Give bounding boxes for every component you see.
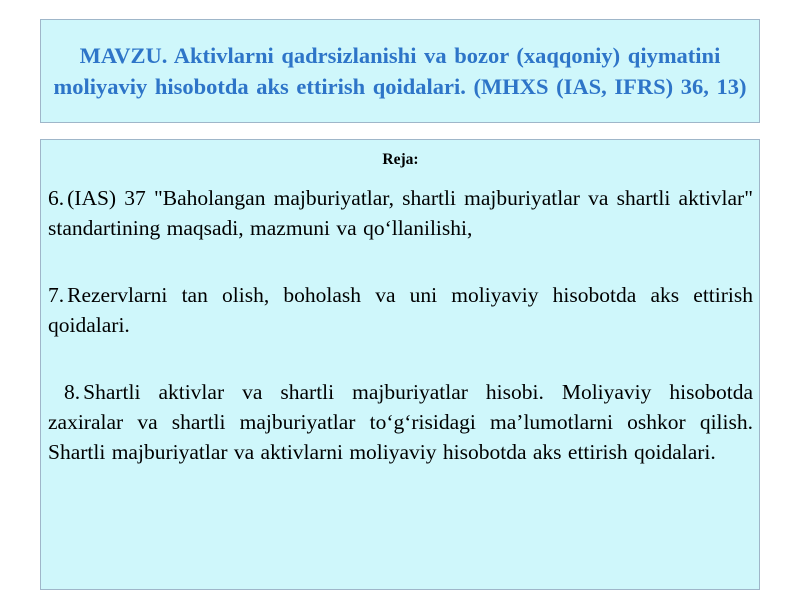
content-box xyxy=(40,139,760,590)
plan-item-text: Rezervlarni tan olish, boholash va uni moliyaviy hisobotda aks ettirish qoidalari. xyxy=(48,283,753,337)
plan-item xyxy=(48,280,753,340)
plan-item-number: 6. xyxy=(48,186,65,210)
plan-item-number: 7. xyxy=(48,283,65,307)
title-box xyxy=(40,19,760,123)
plan-heading: Reja: xyxy=(382,151,419,168)
plan-item-text: (IAS) 37 "Baholangan majburiyatlar, shartli majburiyatlar va shartli aktivlar" standartining maqsadi, mazmuni va qo‘llanilishi, xyxy=(48,186,753,240)
plan-item-number: 8. xyxy=(64,380,81,404)
plan-item xyxy=(48,377,753,467)
plan-item-text: Shartli aktivlar va shartli majburiyatlar hisobi. Moliyaviy hisobotda zaxiralar va shartli majburiyatlar to‘g‘risidagi ma’lumotlarni oshkor qilish. Shartli majburiyatlar va aktivlarni moliyaviy hisobotda aks ettirish qoidalari. xyxy=(48,380,753,464)
slide-title: MAVZU. Aktivlarni qadrsizlanishi va bozor (xaqqoniy) qiymatini moliyaviy hisobotda aks ettirish qoidalari. (MHXS (IAS, IFRS) 36, 13) xyxy=(53,43,747,99)
plan-item xyxy=(48,183,753,243)
